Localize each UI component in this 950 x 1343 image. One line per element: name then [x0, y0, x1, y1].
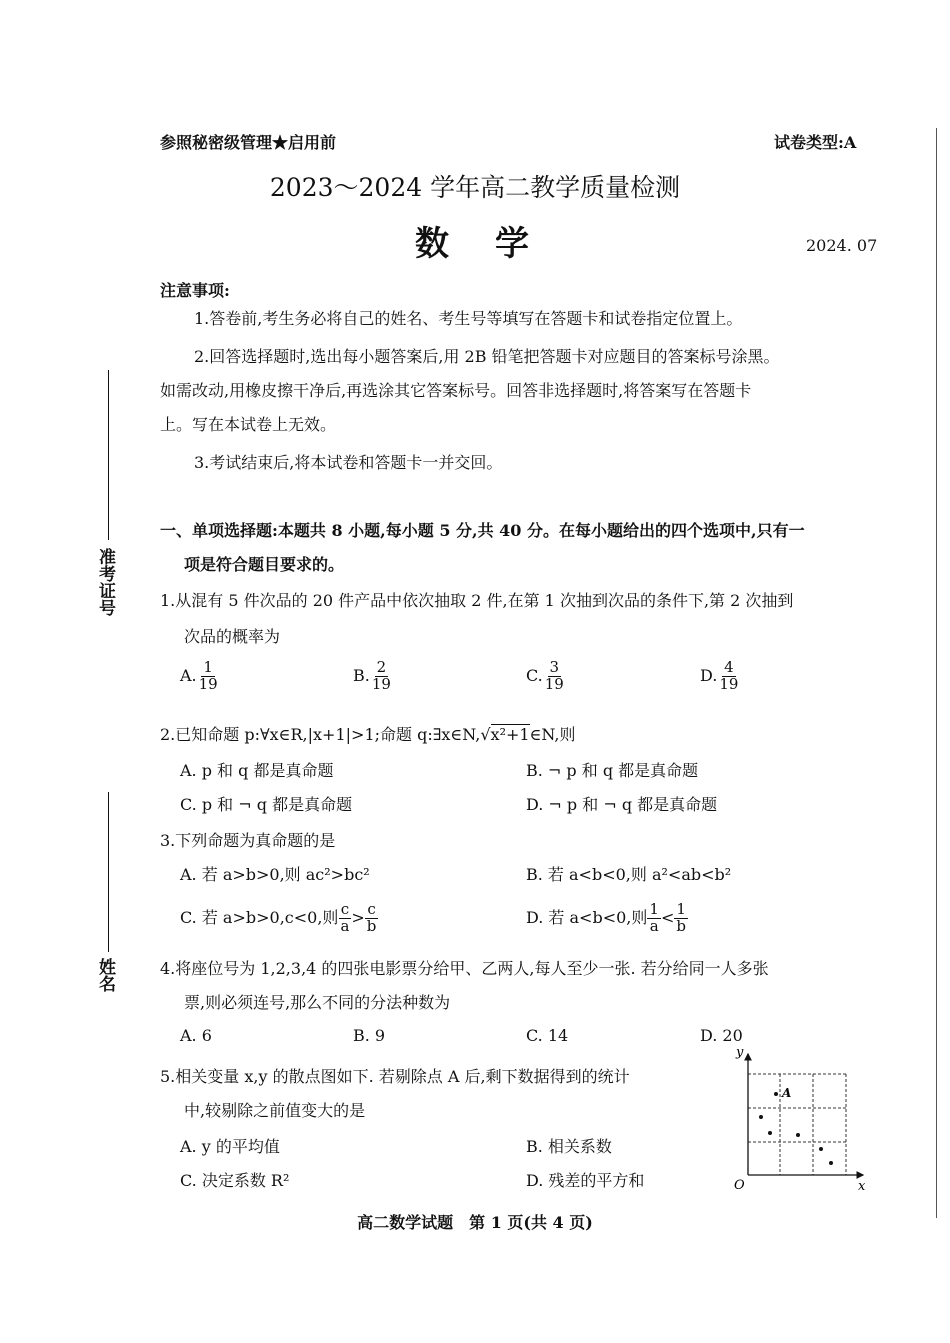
- q1-stem: 1.从混有 5 件次品的 20 件产品中依次抽取 2 件,在第 1 次抽到次品的条件下,第 2 次抽到: [160, 591, 794, 610]
- scatter-plot-figure: [728, 1042, 878, 1192]
- section-heading-cont: 项是符合题目要求的。: [184, 555, 345, 574]
- q2-stem: 2.已知命题 p:∀x∈R,|x+1|>1;命题 q:∃x∈N,√x²+1∈N,则: [160, 725, 576, 744]
- sqrt-symbol: √: [480, 725, 491, 744]
- origin-label: O: [734, 1178, 745, 1192]
- section-heading: 一、单项选择题:本题共 8 小题,每小题 5 分,共 40 分。在每小题给出的四个选项中,只有一: [160, 521, 805, 540]
- exam-title: 2023～2024 学年高二教学质量检测: [269, 173, 681, 202]
- note-item-1: 1.答卷前,考生务必将自己的姓名、考生号等填写在答题卡和试卷指定位置上。: [194, 309, 743, 328]
- scatter-point: [796, 1133, 800, 1137]
- plot-grid: [748, 1074, 846, 1175]
- q1-option-b: B. $\frac{2}{19}$: [353, 658, 391, 693]
- q5-option-c: C. 决定系数 R²: [180, 1171, 290, 1190]
- exam-id-line: [108, 370, 109, 540]
- paper-type: 试卷类型:A: [774, 133, 857, 152]
- q2-option-d: D. ¬ p 和 ¬ q 都是真命题: [526, 795, 718, 814]
- note-item-2-end: 上。写在本试卷上无效。: [160, 415, 337, 434]
- q4-option-a: A. 6: [180, 1026, 212, 1045]
- q4-stem: 4.将座位号为 1,2,3,4 的四张电影票分给甲、乙两人,每人至少一张. 若分给同一人多张: [160, 959, 769, 978]
- q3-stem: 3.下列命题为真命题的是: [160, 831, 336, 850]
- q5-stem: 5.相关变量 x,y 的散点图如下. 若剔除点 A 后,剩下数据得到的统计: [160, 1067, 630, 1086]
- q1-option-a: A. $\frac{1}{19}$: [180, 658, 218, 693]
- scatter-point: [759, 1115, 763, 1119]
- note-item-3: 3.考试结束后,将本试卷和答题卡一并交回。: [194, 453, 503, 472]
- q4-option-b: B. 9: [353, 1026, 386, 1045]
- scatter-point: [829, 1161, 833, 1165]
- y-axis-label: y: [736, 1045, 744, 1060]
- q4-option-c: C. 14: [526, 1026, 569, 1045]
- subject-title: 数 学: [415, 224, 535, 264]
- q3-option-c: C. 若 a>b>0,c<0,则 $\frac{c}{a}$ > $\frac{c}{b}$: [180, 900, 377, 935]
- name-line: [108, 792, 109, 952]
- scatter-point: [819, 1147, 823, 1151]
- q1-stem-cont: 次品的概率为: [184, 627, 281, 646]
- q2-option-b: B. ¬ p 和 q 都是真命题: [526, 761, 699, 780]
- q4-option-d: D. 20: [700, 1026, 743, 1045]
- q5-stem-cont: 中,较剔除之前值变大的是: [184, 1101, 366, 1120]
- q1-option-d: D. $\frac{4}{19}$: [700, 658, 739, 693]
- scatter-point: [768, 1131, 772, 1135]
- x-axis-label: x: [858, 1179, 866, 1192]
- q3-option-b: B. 若 a<b<0,则 a²<ab<b²: [526, 865, 732, 884]
- name-label: 姓名: [95, 958, 115, 992]
- q5-option-d: D. 残差的平方和: [526, 1171, 645, 1190]
- page-footer: 高二数学试题 第 1 页(共 4 页): [357, 1213, 593, 1232]
- point-a-label: A: [782, 1086, 792, 1100]
- q1-option-c: C. $\frac{3}{19}$: [526, 658, 564, 693]
- confidentiality-notice: 参照秘密级管理★启用前: [160, 133, 337, 152]
- point-a: [774, 1092, 778, 1096]
- q2-option-c: C. p 和 ¬ q 都是真命题: [180, 795, 353, 814]
- q4-stem-cont: 票,则必须连号,那么不同的分法种数为: [184, 993, 451, 1012]
- note-item-2: 2.回答选择题时,选出每小题答案后,用 2B 铅笔把答题卡对应题目的答案标号涂黑。: [194, 347, 780, 366]
- q3-option-a: A. 若 a>b>0,则 ac²>bc²: [180, 865, 370, 884]
- note-item-2-cont: 如需改动,用橡皮擦干净后,再选涂其它答案标号。回答非选择题时,将答案写在答题卡: [160, 381, 752, 400]
- q5-option-b: B. 相关系数: [526, 1137, 612, 1156]
- q5-option-a: A. y 的平均值: [180, 1137, 280, 1156]
- q2-option-a: A. p 和 q 都是真命题: [180, 761, 334, 780]
- q3-option-d: D. 若 a<b<0,则 $\frac{1}{a}$ < $\frac{1}{b}$: [526, 900, 686, 935]
- exam-id-label: 准考证号: [95, 548, 115, 616]
- exam-date: 2024. 07: [806, 236, 878, 255]
- notes-heading: 注意事项:: [160, 281, 230, 300]
- page-border-line: [936, 128, 937, 1218]
